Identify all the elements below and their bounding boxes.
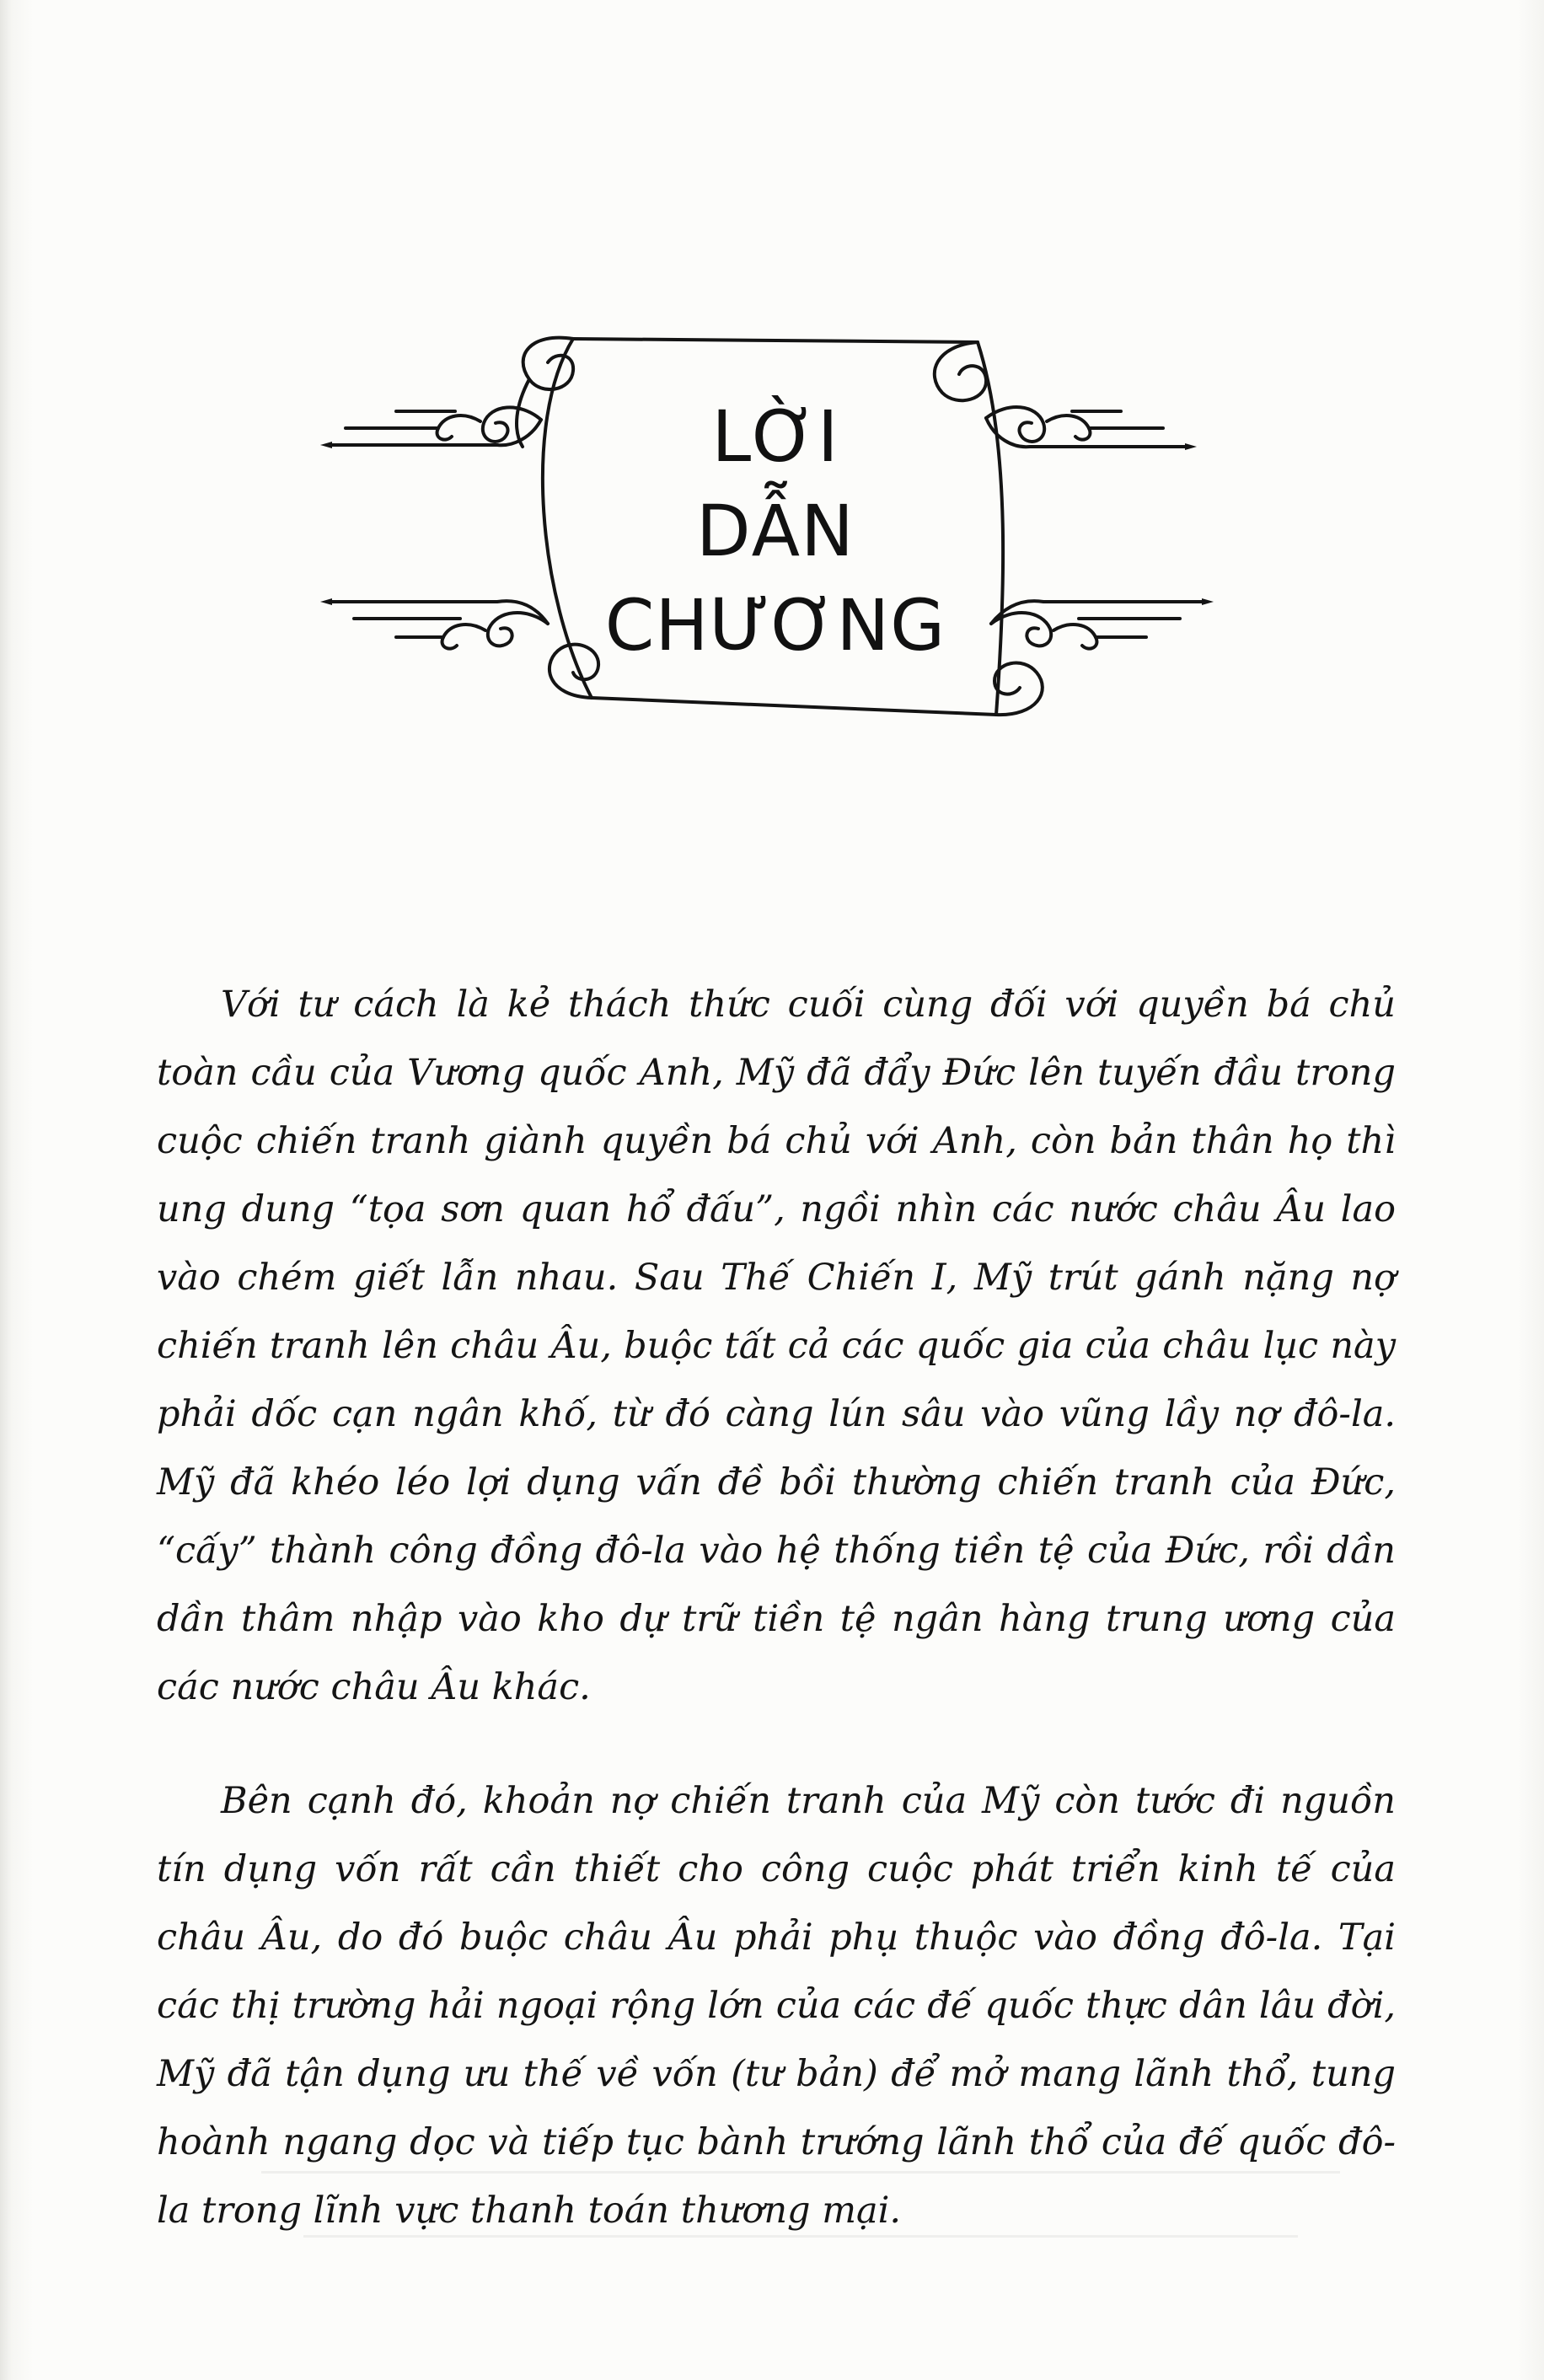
paragraph-1: Với tư cách là kẻ thách thức cuối cùng đối với quyền bá chủ toàn cầu của Vương quốc Anh, Mỹ đã đẩy Đức lên tuyến đầu trong cuộc chiến tranh giành quyền bá chủ với Anh, còn bản thân họ thì ung dung “tọa sơn quan hổ đấu”, ngồi nhìn các nước châu Âu lao vào chém giết lẫn nhau. Sau Thế Chiến I, Mỹ trút gánh nặng nợ chiến tranh lên châu Âu, buộc tất cả các quốc gia của châu lục này phải dốc cạn ngân khố, từ đó càng lún sâu vào vũng lầy nợ đô-la. Mỹ đã khéo léo lợi dụng vấn đề bồi thường chiến tranh của Đức, “cấy” thành công đồng đô-la vào hệ thống tiền tệ của Đức, rồi dần dần thâm nhập vào kho dự trữ tiền tệ ngân hàng trung ương của các nước châu Âu khác. xyxy=(157,984,1396,1708)
chapter-title-line-2: DẪN xyxy=(696,490,855,572)
chapter-title xyxy=(573,320,978,733)
chapter-title-line-1: LỜI xyxy=(711,395,839,478)
chapter-title-ornament xyxy=(320,320,1230,733)
paragraph-2: Bên cạnh đó, khoản nợ chiến tranh của Mỹ còn tước đi nguồn tín dụng vốn rất cần thiết cho công cuộc phát triển kinh tế của châu Âu, do đó buộc châu Âu phải phụ thuộc vào đồng đô-la. Tại các thị trường hải ngoại rộng lớn của các đế quốc thực dân lâu đời, Mỹ đã tận dụng ưu thế về vốn (tư bản) để mở mang lãnh thổ, tung hoành ngang dọc và tiếp tục bành trướng lãnh thổ của đế quốc đô-la trong lĩnh vực thanh toán thương mại. xyxy=(157,1780,1396,2232)
show-through-line xyxy=(261,2171,1340,2174)
chapter-title-line-3: CHƯƠNG xyxy=(604,584,946,667)
show-through-line xyxy=(303,2235,1298,2238)
chapter-intro-body xyxy=(157,971,1396,2245)
